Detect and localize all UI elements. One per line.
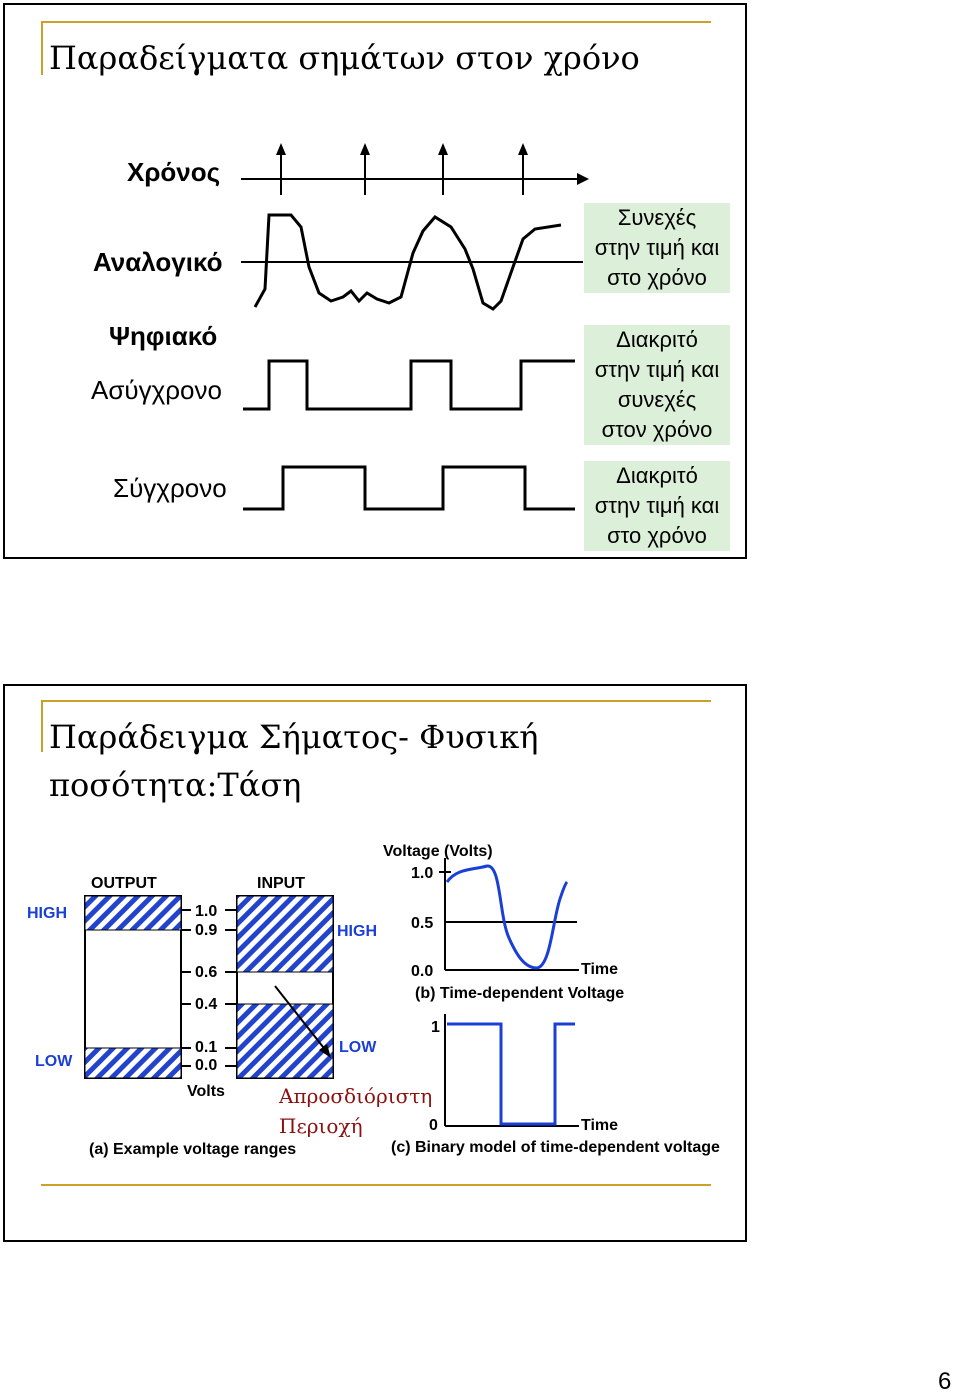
high-right-label: HIGH bbox=[337, 923, 377, 940]
tick-label: 0.9 bbox=[195, 922, 218, 939]
box-line: στο χρόνο bbox=[607, 523, 707, 548]
tick-label: 0.4 bbox=[195, 996, 218, 1013]
box-line: στον χρόνο bbox=[601, 417, 713, 442]
box-line: στο χρόνο bbox=[607, 265, 707, 290]
async-wave bbox=[243, 361, 575, 409]
box-line: στην τιμή και bbox=[594, 235, 720, 260]
continuous-box bbox=[584, 203, 730, 293]
slide-voltage-example bbox=[3, 684, 747, 1242]
output-label: OUTPUT bbox=[91, 875, 157, 892]
tick-label: 0.5 bbox=[411, 915, 434, 932]
tick-high: 1 bbox=[431, 1019, 440, 1036]
slide-signal-examples bbox=[3, 3, 747, 559]
time-label: Time bbox=[581, 1117, 619, 1134]
annotation-line1: Απροσδιόριστη bbox=[279, 1084, 433, 1108]
box-line: Διακριτό bbox=[616, 327, 698, 352]
voltage-axis-label: Voltage (Volts) bbox=[383, 843, 493, 860]
voltage-trace bbox=[447, 866, 567, 968]
discrete-value-box bbox=[584, 325, 730, 445]
sync-label: Σύγχρονο bbox=[113, 473, 227, 503]
figure-c bbox=[391, 1014, 720, 1156]
time-label: Χρόνος bbox=[127, 157, 221, 187]
high-left-label: HIGH bbox=[27, 905, 67, 922]
async-label: Ασύγχρονο bbox=[91, 375, 222, 405]
tick-label: 0.0 bbox=[411, 963, 434, 980]
box-line: Διακριτό bbox=[616, 463, 698, 488]
tick-label: 1.0 bbox=[411, 865, 434, 882]
discrete-both-box bbox=[584, 461, 730, 551]
input-label: INPUT bbox=[257, 875, 305, 892]
box-line: Συνεχές bbox=[617, 205, 697, 230]
box-line: συνεχές bbox=[617, 387, 697, 412]
binary-trace bbox=[447, 1024, 575, 1124]
slide-title: Παραδείγματα σημάτων στον χρόνο bbox=[49, 39, 640, 77]
analog-label: Αναλογικό bbox=[93, 247, 223, 277]
time-label: Time bbox=[581, 961, 619, 978]
figure-b bbox=[383, 843, 624, 1002]
volts-label: Volts bbox=[187, 1083, 225, 1100]
caption-b: (b) Time-dependent Voltage bbox=[415, 985, 625, 1002]
tick-label: 0.0 bbox=[195, 1057, 218, 1074]
sync-wave bbox=[243, 467, 575, 509]
box-line: στην τιμή και bbox=[594, 357, 720, 382]
time-axis bbox=[241, 143, 589, 195]
output-low-band bbox=[85, 1048, 181, 1078]
slide-title-line1: Παράδειγμα Σήματος- Φυσική bbox=[49, 718, 539, 756]
voltage-ticks bbox=[195, 903, 217, 1074]
tick-label: 0.6 bbox=[195, 964, 218, 981]
low-left-label: LOW bbox=[35, 1053, 73, 1070]
tick-label: 0.1 bbox=[195, 1039, 218, 1056]
caption-a: (a) Example voltage ranges bbox=[89, 1141, 297, 1158]
box-line: στην τιμή και bbox=[594, 493, 720, 518]
input-high-band bbox=[237, 896, 333, 972]
tick-low: 0 bbox=[429, 1117, 438, 1134]
annotation-line2: Περιοχή bbox=[279, 1114, 363, 1138]
voltage-figure bbox=[5, 686, 749, 1244]
tick-label: 1.0 bbox=[195, 903, 218, 920]
digital-label: Ψηφιακό bbox=[109, 321, 218, 351]
caption-c: (c) Binary model of time-dependent voltage bbox=[391, 1139, 720, 1156]
output-high-band bbox=[85, 896, 181, 930]
slide-title-line2: ποσότητα:Τάση bbox=[49, 766, 302, 804]
low-right-label: LOW bbox=[339, 1039, 377, 1056]
page-number: 6 bbox=[938, 1368, 952, 1395]
